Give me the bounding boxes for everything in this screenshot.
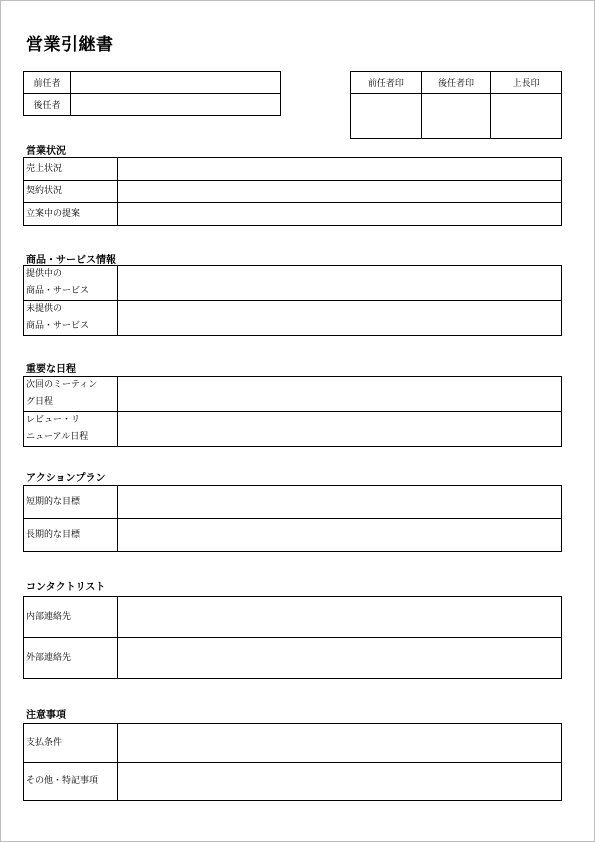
schedule-table xyxy=(23,376,562,447)
row-field[interactable] xyxy=(118,377,562,412)
row-label-line: レビュー・リ xyxy=(26,415,81,425)
row-field[interactable] xyxy=(118,412,562,447)
row-field[interactable] xyxy=(118,519,562,552)
row-label: その他・特記事項 xyxy=(24,763,118,801)
successor-field[interactable] xyxy=(71,94,281,116)
row-field[interactable] xyxy=(118,763,562,801)
row-field[interactable] xyxy=(118,158,562,181)
row-field[interactable] xyxy=(118,597,562,638)
section-heading-schedule: 重要な日程 xyxy=(26,364,76,375)
predecessor-field[interactable] xyxy=(71,72,281,94)
row-label-line: 提供中の xyxy=(26,269,63,279)
section-heading-sales-status: 営業状況 xyxy=(26,146,66,157)
row-label: 短期的な目標 xyxy=(24,486,118,519)
page-title: 営業引継書 xyxy=(26,35,114,55)
row-label-line: 次回のミーティン xyxy=(26,380,98,390)
row-label-line: 未提供の xyxy=(26,304,63,314)
seal-box-successor[interactable] xyxy=(421,94,491,139)
contacts-table xyxy=(23,596,562,679)
seal-header-predecessor: 前任者印 xyxy=(351,72,422,94)
person-table xyxy=(23,71,281,116)
sales-status-table xyxy=(23,157,562,226)
action-plan-table xyxy=(23,485,562,552)
row-label xyxy=(24,266,118,301)
row-field[interactable] xyxy=(118,638,562,679)
notes-table xyxy=(23,723,562,801)
row-label: 外部連絡先 xyxy=(24,638,118,679)
row-field[interactable] xyxy=(118,724,562,763)
row-label-line: 商品・サービス xyxy=(26,321,90,331)
row-field[interactable] xyxy=(118,266,562,301)
row-label: 契約状況 xyxy=(24,181,118,203)
seal-header-successor: 後任者印 xyxy=(421,72,491,94)
section-heading-contacts: コンタクトリスト xyxy=(26,582,106,593)
seal-box-manager[interactable] xyxy=(491,94,562,139)
section-heading-notes: 注意事項 xyxy=(26,710,66,721)
row-label xyxy=(24,377,118,412)
predecessor-label: 前任者 xyxy=(24,72,71,94)
row-field[interactable] xyxy=(118,486,562,519)
row-label: 売上状況 xyxy=(24,158,118,181)
row-label: 立案中の提案 xyxy=(24,203,118,226)
successor-label: 後任者 xyxy=(24,94,71,116)
row-label: 長期的な目標 xyxy=(24,519,118,552)
section-heading-product-info: 商品・サービス情報 xyxy=(26,255,116,266)
seal-table xyxy=(350,71,562,139)
row-label: 内部連絡先 xyxy=(24,597,118,638)
row-label xyxy=(24,412,118,447)
row-label: 支払条件 xyxy=(24,724,118,763)
row-label-line: ニューアル日程 xyxy=(26,432,89,442)
seal-box-predecessor[interactable] xyxy=(351,94,422,139)
row-field[interactable] xyxy=(118,181,562,203)
row-label-line: グ日程 xyxy=(26,397,54,407)
row-label xyxy=(24,301,118,336)
row-label-line: 商品・サービス xyxy=(26,286,90,296)
product-info-table xyxy=(23,265,562,336)
row-field[interactable] xyxy=(118,301,562,336)
seal-header-manager: 上長印 xyxy=(491,72,562,94)
section-heading-action-plan: アクションプラン xyxy=(26,473,106,484)
row-field[interactable] xyxy=(118,203,562,226)
